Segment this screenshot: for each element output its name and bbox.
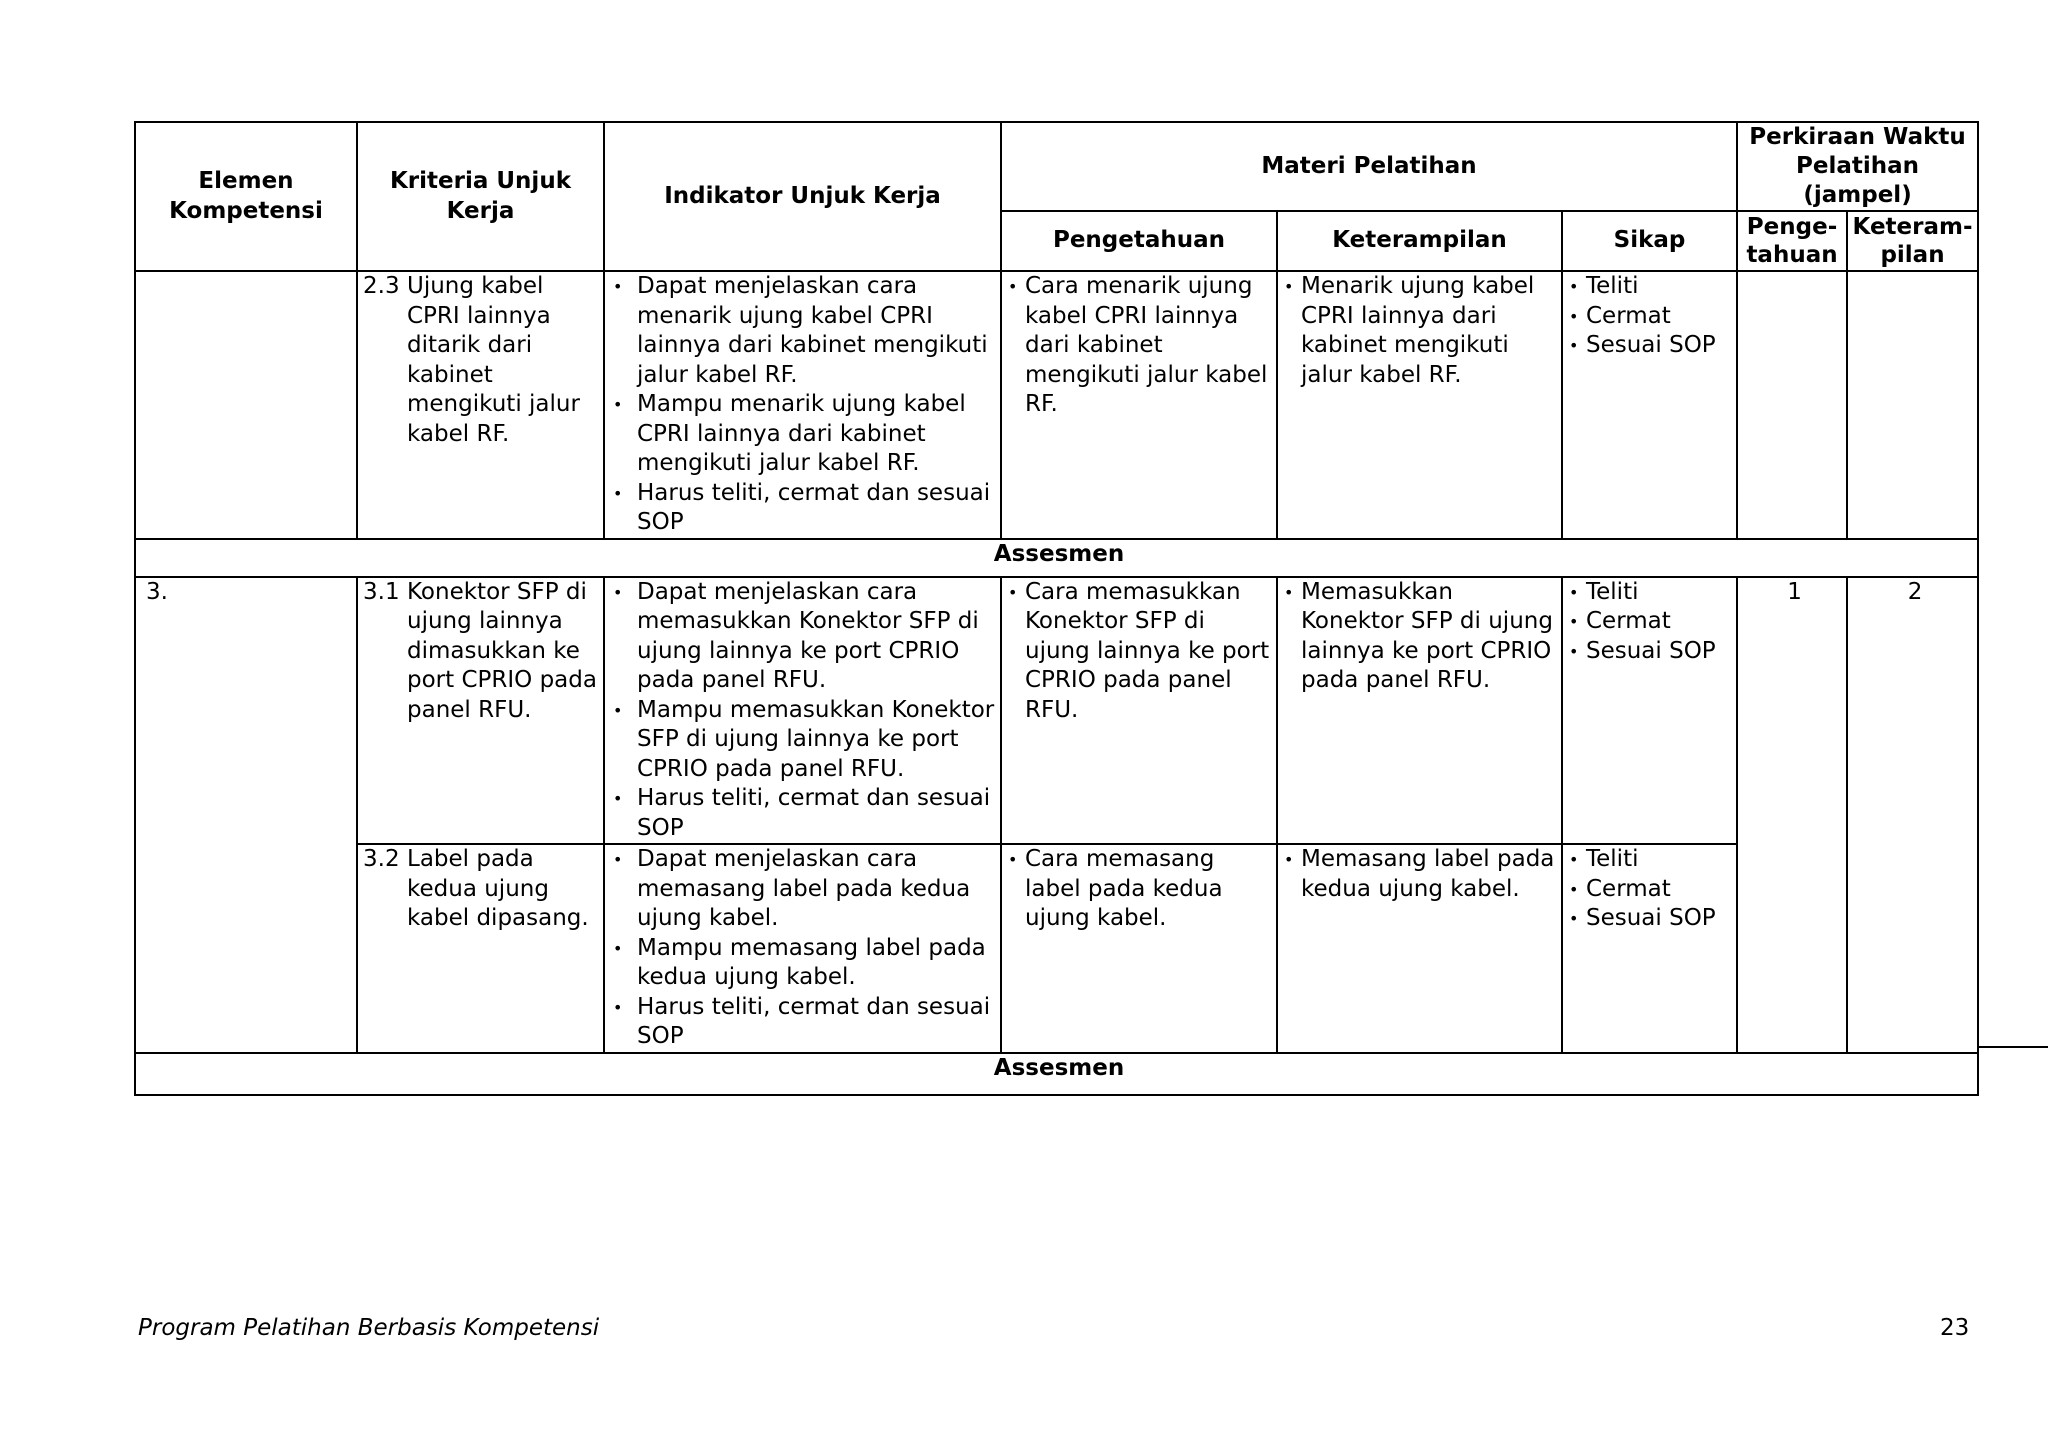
assesmen-label: Assesmen [135,539,1978,577]
indikator-cell [604,844,1001,1053]
competency-table [134,121,1979,1096]
sikap-item: • Cermat [1568,302,1736,332]
sikap-item: • Sesuai SOP [1568,904,1736,934]
indikator-item: • Mampu memasukkan Konektor SFP di ujung lainnya ke port CPRIO pada panel RFU. [610,696,1000,785]
keterampilan-item: • Memasang label pada kedua ujung kabel. [1283,845,1561,904]
jampel-pengetahuan-cell [1737,271,1847,539]
header-kriteria: Kriteria Unjuk Kerja [357,122,604,271]
header-sikap: Sikap [1562,211,1737,271]
indikator-item: • Dapat menjelaskan cara menarik ujung kabel CPRI lainnya dari kabinet mengikuti jalur kabel RF. [610,272,1000,390]
kuk-number: 3.2 [363,846,400,872]
kuk-text: Label pada kedua ujung kabel dipasang. [407,846,589,931]
sikap-item: • Cermat [1568,875,1736,905]
keterampilan-cell [1277,271,1562,539]
assesmen-label: Assesmen [135,1053,1978,1095]
kuk-cell [357,271,604,539]
sikap-item: • Sesuai SOP [1568,331,1736,361]
sikap-cell [1562,271,1737,539]
table-row [135,577,1978,845]
indikator-item: • Dapat menjelaskan cara memasang label pada kedua ujung kabel. [610,845,1000,934]
header-indikator: Indikator Unjuk Kerja [604,122,1001,271]
header-elemen: Elemen Kompetensi [135,122,357,271]
sikap-item: • Teliti [1568,578,1736,608]
kuk-text: Konektor SFP di ujung lainnya dimasukkan ke port CPRIO pada panel RFU. [407,578,597,723]
page-number: 23 [1940,1315,1970,1341]
assesmen-row [135,539,1978,577]
indikator-cell [604,271,1001,539]
header-keterampilan: Keterampilan [1277,211,1562,271]
indikator-cell [604,577,1001,845]
assesmen-row [135,1053,1978,1095]
header-materi: Materi Pelatihan [1001,122,1737,211]
sikap-cell [1562,844,1737,1053]
jampel-pengetahuan-value: 1 [1737,577,1847,1053]
header-jampel-pengetahuan: Penge-tahuan [1737,211,1847,271]
header-perkiraan: Perkiraan Waktu Pelatihan (jampel) [1737,122,1978,211]
table-divider [1977,1046,2048,1048]
elemen-cell [135,271,357,539]
sikap-item: • Sesuai SOP [1568,637,1736,667]
jampel-keterampilan-value: 2 [1847,577,1978,1053]
table-row [135,271,1978,539]
pengetahuan-item: • Cara memasukkan Konektor SFP di ujung lainnya ke port CPRIO pada panel RFU. [1007,578,1276,726]
kuk-number: 3.1 [363,578,400,605]
jampel-keterampilan-cell [1847,271,1978,539]
keterampilan-cell [1277,844,1562,1053]
indikator-item: • Mampu menarik ujung kabel CPRI lainnya dari kabinet mengikuti jalur kabel RF. [610,390,1000,479]
table-row [135,844,1978,1053]
elemen-cell: 3. [135,577,357,1053]
sikap-cell [1562,577,1737,845]
header-jampel-keterampilan: Keteram-pilan [1847,211,1978,271]
pengetahuan-cell [1001,844,1277,1053]
keterampilan-item: • Menarik ujung kabel CPRI lainnya dari kabinet mengikuti jalur kabel RF. [1283,272,1561,390]
footer-title: Program Pelatihan Berbasis Kompetensi [138,1315,600,1341]
sikap-item: • Teliti [1568,272,1736,302]
indikator-item: • Harus teliti, cermat dan sesuai SOP [610,479,1000,538]
sikap-item: • Cermat [1568,607,1736,637]
pengetahuan-cell [1001,271,1277,539]
pengetahuan-cell [1001,577,1277,845]
keterampilan-item: • Memasukkan Konektor SFP di ujung lainnya ke port CPRIO pada panel RFU. [1283,578,1561,696]
indikator-item: • Mampu memasang label pada kedua ujung kabel. [610,934,1000,993]
header-pengetahuan: Pengetahuan [1001,211,1277,271]
indikator-item: • Harus teliti, cermat dan sesuai SOP [610,993,1000,1052]
pengetahuan-item: • Cara memasang label pada kedua ujung kabel. [1007,845,1276,934]
indikator-item: • Dapat menjelaskan cara memasukkan Konektor SFP di ujung lainnya ke port CPRIO pada panel RFU. [610,578,1000,696]
kuk-number: 2.3 [363,273,400,299]
kuk-cell [357,844,604,1053]
pengetahuan-item: • Cara menarik ujung kabel CPRI lainnya dari kabinet mengikuti jalur kabel RF. [1007,272,1276,420]
sikap-item: • Teliti [1568,845,1736,875]
keterampilan-cell [1277,577,1562,845]
kuk-text: Ujung kabel CPRI lainnya ditarik dari kabinet mengikuti jalur kabel RF. [407,273,580,447]
kuk-cell [357,577,604,845]
indikator-item: • Harus teliti, cermat dan sesuai SOP [610,784,1000,843]
